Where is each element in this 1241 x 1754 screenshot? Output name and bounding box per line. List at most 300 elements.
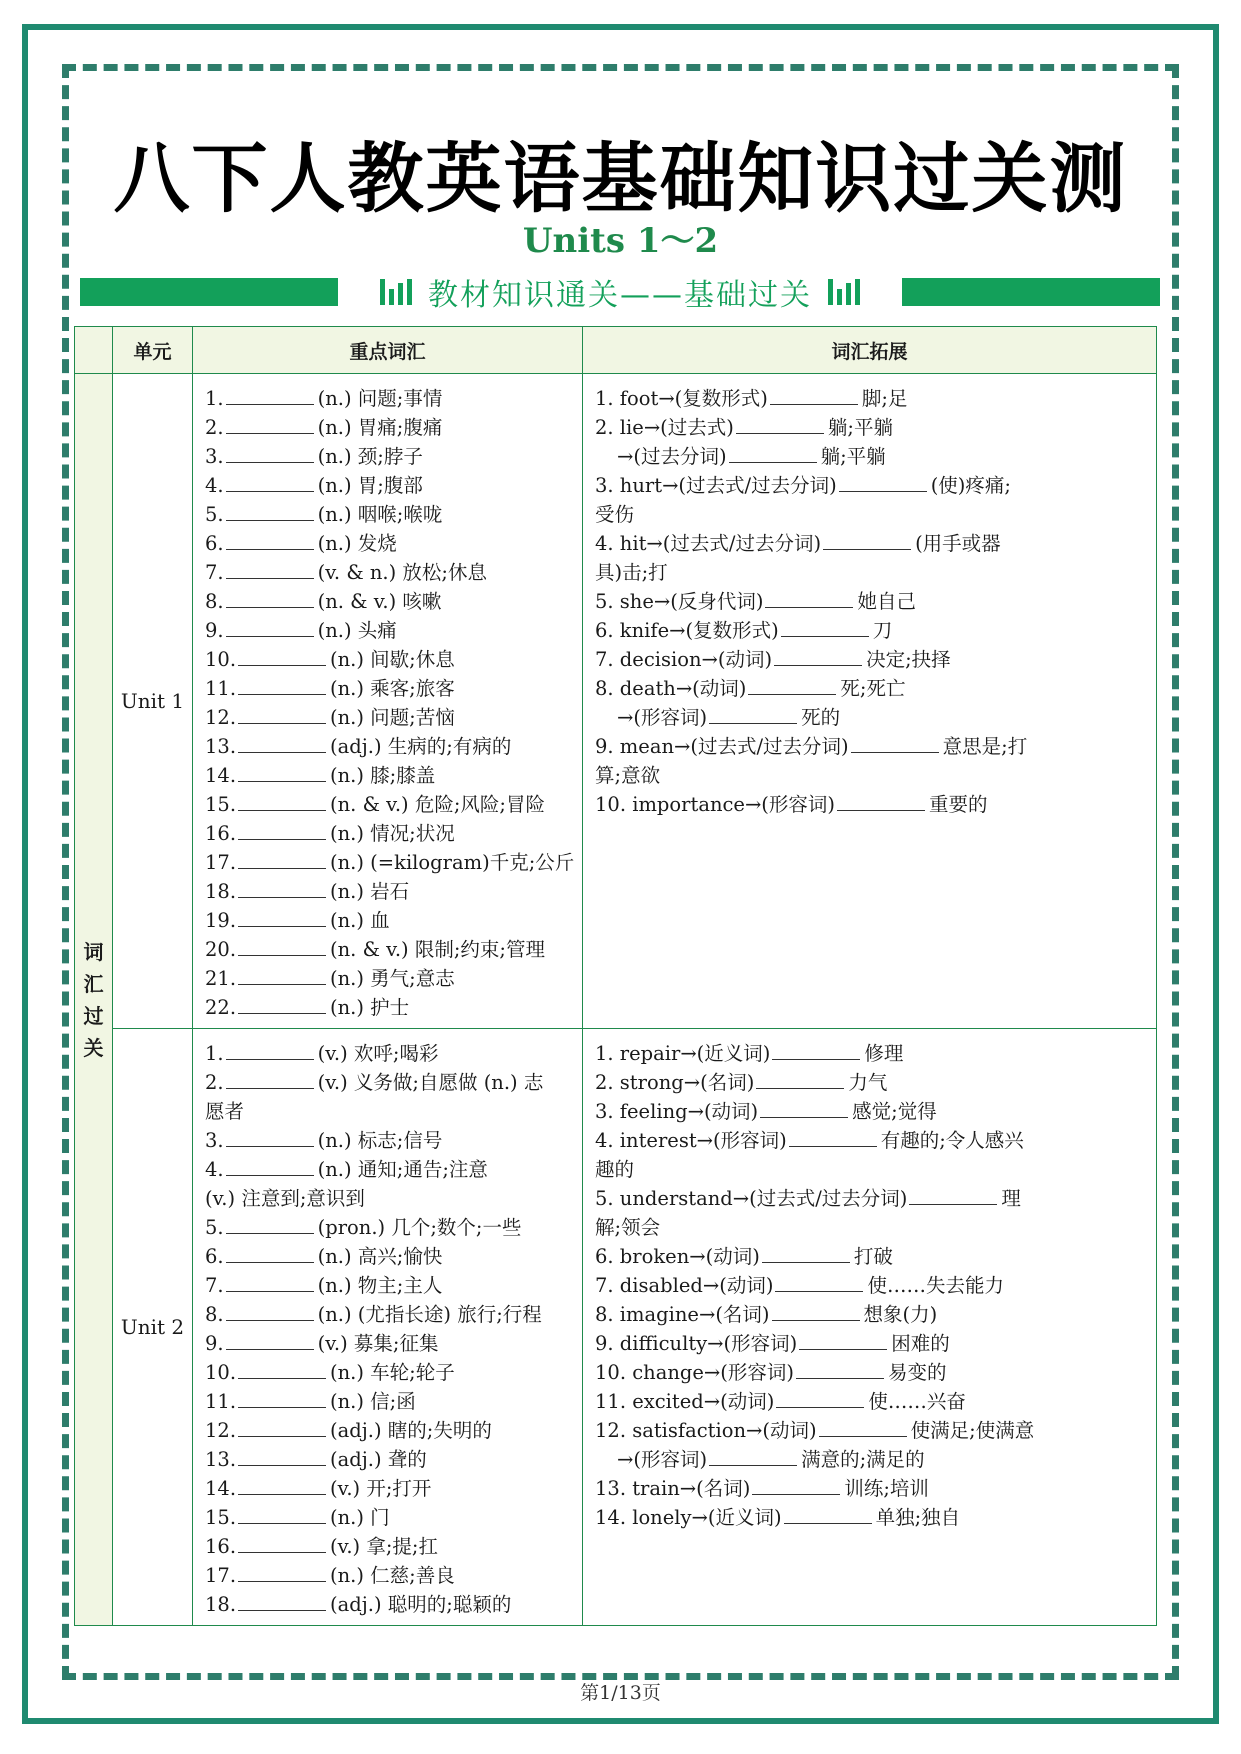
vocab-row (205, 1358, 574, 1387)
expansion-row (595, 529, 1148, 558)
expansion-prompt: 4. interest→(形容词) (595, 1129, 787, 1152)
vocab-row (205, 819, 574, 848)
unit-1-expansion (583, 374, 1157, 1029)
item-number: 10. (205, 648, 237, 671)
expansion-row (595, 500, 1148, 529)
vocab-row (205, 645, 574, 674)
answer-blank[interactable] (238, 704, 326, 724)
expansion-continuation: 解;领会 (595, 1216, 661, 1239)
item-definition: (adj.) 聋的 (330, 1448, 427, 1471)
answer-blank[interactable] (851, 733, 939, 753)
item-definition: (n.) 发烧 (317, 532, 397, 555)
expansion-prompt: →(形容词) (617, 1448, 708, 1471)
answer-blank[interactable] (226, 501, 314, 521)
answer-blank[interactable] (781, 617, 869, 637)
vocab-row (205, 1126, 574, 1155)
answer-blank[interactable] (909, 1185, 997, 1205)
bars-icon (828, 279, 860, 305)
vocab-row (205, 529, 574, 558)
expansion-meaning: 使……失去能力 (867, 1274, 1004, 1297)
answer-blank[interactable] (748, 675, 836, 695)
item-definition: (n.) 问题;苦恼 (330, 706, 455, 729)
answer-blank[interactable] (226, 1272, 314, 1292)
vocab-table (74, 326, 1157, 1626)
answer-blank[interactable] (226, 559, 314, 579)
expansion-row (595, 1184, 1148, 1213)
expansion-prompt: 2. lie→(过去式) (595, 416, 734, 439)
vocab-row (205, 587, 574, 616)
answer-blank[interactable] (796, 1359, 884, 1379)
item-definition: (n.) 高兴;愉快 (317, 1245, 443, 1268)
answer-blank[interactable] (226, 1243, 314, 1263)
item-number: 3. (205, 445, 224, 468)
answer-blank[interactable] (238, 907, 326, 927)
expansion-meaning: 决定;抉择 (866, 648, 951, 671)
item-definition: (n.) 标志;信号 (317, 1129, 443, 1152)
vocab-row (205, 761, 574, 790)
answer-blank[interactable] (729, 443, 817, 463)
item-number: 15. (205, 1506, 237, 1529)
item-number: 5. (205, 503, 224, 526)
unit-2-expansion (583, 1029, 1157, 1626)
answer-blank[interactable] (772, 1301, 860, 1321)
expansion-prompt: 7. disabled→(动词) (595, 1274, 774, 1297)
item-number: 4. (205, 1158, 224, 1181)
unit-1-key-vocab (193, 374, 583, 1029)
vocab-row (205, 703, 574, 732)
answer-blank[interactable] (238, 1388, 326, 1408)
vocab-row (205, 1068, 574, 1097)
section-bar-right (902, 278, 1160, 306)
item-number: 15. (205, 793, 237, 816)
answer-blank[interactable] (238, 762, 326, 782)
answer-blank[interactable] (238, 994, 326, 1014)
answer-blank[interactable] (238, 1417, 326, 1437)
answer-blank[interactable] (770, 385, 858, 405)
side-label: 词汇过关 (83, 939, 104, 1060)
item-number: 12. (205, 1419, 237, 1442)
expansion-meaning: 使满足;使满意 (910, 1419, 1035, 1442)
vocab-row (205, 1039, 574, 1068)
vocab-row (205, 500, 574, 529)
expansion-prompt: 1. foot→(复数形式) (595, 387, 768, 410)
answer-blank[interactable] (238, 849, 326, 869)
expansion-meaning: 训练;培训 (844, 1477, 929, 1500)
page-title: 八下人教英语基础知识过关测 (113, 134, 1128, 223)
expansion-row (595, 1445, 1148, 1474)
item-definition: (n.) 仁慈;善良 (330, 1564, 455, 1587)
vocab-row (205, 1387, 574, 1416)
item-number: 11. (205, 1390, 237, 1413)
expansion-prompt: →(形容词) (617, 706, 708, 729)
units-subtitle: Units 1～2 (522, 221, 719, 261)
item-definition: (n.) 情况;状况 (330, 822, 455, 845)
answer-blank[interactable] (823, 530, 911, 550)
item-definition: (n.) 信;函 (330, 1390, 416, 1413)
item-definition: (n.) 勇气;意志 (330, 967, 455, 990)
page-footer: 第1/13页 (580, 1682, 661, 1704)
answer-blank[interactable] (789, 1127, 877, 1147)
item-definition: (n.) 胃痛;腹痛 (317, 416, 443, 439)
item-number: 1. (205, 1042, 224, 1065)
expansion-row (595, 1474, 1148, 1503)
expansion-row (595, 558, 1148, 587)
item-definition: (n.) 乘客;旅客 (330, 677, 455, 700)
item-definition: (n.) 膝;膝盖 (330, 764, 436, 787)
expansion-row (595, 1271, 1148, 1300)
answer-blank[interactable] (226, 1301, 314, 1321)
expansion-meaning: 躺;平躺 (827, 416, 893, 439)
item-number: 7. (205, 561, 224, 584)
item-number: 2. (205, 416, 224, 439)
item-number: 13. (205, 1448, 237, 1471)
expansion-prompt: 9. mean→(过去式/过去分词) (595, 735, 849, 758)
answer-blank[interactable] (709, 1446, 797, 1466)
expansion-meaning: 躺;平躺 (820, 445, 886, 468)
expansion-row (595, 674, 1148, 703)
expansion-meaning: 修理 (864, 1042, 904, 1065)
item-number: 7. (205, 1274, 224, 1297)
item-definition: (adj.) 聪明的;聪颖的 (330, 1593, 512, 1616)
expansion-row (595, 1329, 1148, 1358)
item-number: 6. (205, 1245, 224, 1268)
expansion-meaning: (用手或器 (915, 532, 1001, 555)
header-unit: 单元 (113, 327, 193, 374)
item-definition: (v.) 募集;征集 (317, 1332, 439, 1355)
expansion-prompt: 2. strong→(名词) (595, 1071, 755, 1094)
answer-blank[interactable] (238, 791, 326, 811)
expansion-meaning: 困难的 (891, 1332, 950, 1355)
vocab-row (205, 848, 574, 877)
expansion-prompt: 14. lonely→(近义词) (595, 1506, 782, 1529)
vocab-row (205, 906, 574, 935)
vocab-row (205, 1097, 574, 1126)
expansion-row (595, 1358, 1148, 1387)
expansion-prompt: 13. train→(名词) (595, 1477, 751, 1500)
answer-blank[interactable] (226, 472, 314, 492)
answer-blank[interactable] (772, 1040, 860, 1060)
answer-blank[interactable] (238, 1562, 326, 1582)
expansion-prompt: 5. she→(反身代词) (595, 590, 764, 613)
expansion-row (595, 1387, 1148, 1416)
item-definition: (v.) 拿;提;扛 (330, 1535, 438, 1558)
item-number: 8. (205, 590, 224, 613)
vocab-row (205, 1329, 574, 1358)
expansion-meaning: 重要的 (929, 793, 988, 816)
vocab-row (205, 1445, 574, 1474)
expansion-row (595, 761, 1148, 790)
vocab-row (205, 616, 574, 645)
answer-blank[interactable] (238, 1504, 326, 1524)
expansion-meaning: 满意的;满足的 (801, 1448, 925, 1471)
vocab-row (205, 993, 574, 1022)
item-definition: (adj.) 生病的;有病的 (330, 735, 512, 758)
expansion-row (595, 471, 1148, 500)
expansion-row (595, 1126, 1148, 1155)
expansion-row (595, 645, 1148, 674)
answer-blank[interactable] (238, 1359, 326, 1379)
item-number: 8. (205, 1303, 224, 1326)
expansion-meaning: 易变的 (887, 1361, 947, 1384)
expansion-row (595, 1242, 1148, 1271)
item-number: 19. (205, 909, 237, 932)
vocab-row (205, 1590, 574, 1619)
vocab-row (205, 1242, 574, 1271)
vocab-row (205, 790, 574, 819)
answer-blank[interactable] (238, 733, 326, 753)
expansion-prompt: 3. feeling→(动词) (595, 1100, 759, 1123)
section-bar-left (80, 278, 338, 306)
expansion-meaning: 想象(力) (863, 1303, 938, 1326)
expansion-row (595, 1039, 1148, 1068)
expansion-prompt: 12. satisfaction→(动词) (595, 1419, 817, 1442)
vocab-row (205, 1213, 574, 1242)
item-number: 4. (205, 474, 224, 497)
answer-blank[interactable] (756, 1069, 844, 1089)
answer-blank[interactable] (839, 472, 927, 492)
item-number: 16. (205, 822, 237, 845)
item-definition: 愿者 (205, 1100, 245, 1123)
item-number: 16. (205, 1535, 237, 1558)
expansion-continuation: 受伤 (595, 503, 635, 526)
answer-blank[interactable] (784, 1504, 872, 1524)
expansion-row (595, 1416, 1148, 1445)
expansion-row (595, 587, 1148, 616)
answer-blank[interactable] (238, 1533, 326, 1553)
item-definition: (n.) 颈;脖子 (317, 445, 423, 468)
item-definition: (n.) 间歇;休息 (330, 648, 455, 671)
item-number: 5. (205, 1216, 224, 1239)
answer-blank[interactable] (775, 1272, 863, 1292)
item-definition: (n.) 血 (330, 909, 390, 932)
answer-blank[interactable] (226, 1127, 314, 1147)
expansion-prompt: 8. imagine→(名词) (595, 1303, 770, 1326)
item-number: 18. (205, 1593, 237, 1616)
expansion-row (595, 1068, 1148, 1097)
item-number: 21. (205, 967, 237, 990)
answer-blank[interactable] (760, 1098, 848, 1118)
expansion-prompt: 7. decision→(动词) (595, 648, 773, 671)
expansion-meaning: 单独;独自 (875, 1506, 961, 1529)
vocab-row (205, 1503, 574, 1532)
expansion-meaning: 刀 (872, 619, 893, 642)
side-label-cell (75, 374, 113, 1626)
item-definition: (v.) 欢呼;喝彩 (317, 1042, 439, 1065)
expansion-meaning: 力气 (848, 1071, 888, 1094)
item-number: 17. (205, 1564, 237, 1587)
expansion-row (595, 1213, 1148, 1242)
expansion-meaning: (使)疼痛; (930, 474, 1011, 497)
unit-name: Unit 2 (113, 1029, 193, 1626)
answer-blank[interactable] (774, 646, 862, 666)
expansion-meaning: 死;死亡 (840, 677, 906, 700)
answer-blank[interactable] (226, 1156, 314, 1176)
answer-blank[interactable] (226, 588, 314, 608)
expansion-prompt: 6. knife→(复数形式) (595, 619, 779, 642)
expansion-meaning: 死的 (801, 706, 841, 729)
answer-blank[interactable] (238, 1591, 326, 1611)
expansion-row (595, 442, 1148, 471)
item-number: 3. (205, 1129, 224, 1152)
item-definition: (v.) 注意到;意识到 (205, 1187, 365, 1210)
expansion-prompt: 9. difficulty→(形容词) (595, 1332, 798, 1355)
item-definition: (n.) (尤指长途) 旅行;行程 (317, 1303, 542, 1326)
item-number: 13. (205, 735, 237, 758)
vocab-row (205, 413, 574, 442)
vocab-row (205, 1416, 574, 1445)
vocab-row (205, 1561, 574, 1590)
bars-icon (380, 279, 412, 305)
expansion-prompt: 3. hurt→(过去式/过去分词) (595, 474, 837, 497)
answer-blank[interactable] (226, 617, 314, 637)
unit-name: Unit 1 (113, 374, 193, 1029)
item-definition: (n.) 头痛 (317, 619, 397, 642)
item-definition: (n.) 问题;事情 (317, 387, 443, 410)
vocab-row (205, 732, 574, 761)
answer-blank[interactable] (819, 1417, 907, 1437)
vocab-row (205, 1271, 574, 1300)
expansion-prompt: 11. excited→(动词) (595, 1390, 775, 1413)
answer-blank[interactable] (226, 1040, 314, 1060)
item-number: 11. (205, 677, 237, 700)
answer-blank[interactable] (226, 1330, 314, 1350)
expansion-prompt: 10. importance→(形容词) (595, 793, 836, 816)
item-definition: (n.) 通知;通告;注意 (317, 1158, 488, 1181)
answer-blank[interactable] (226, 385, 314, 405)
vocab-row (205, 384, 574, 413)
vocab-row (205, 471, 574, 500)
expansion-prompt: 5. understand→(过去式/过去分词) (595, 1187, 908, 1210)
answer-blank[interactable] (238, 1446, 326, 1466)
expansion-row (595, 732, 1148, 761)
item-number: 18. (205, 880, 237, 903)
expansion-prompt: 4. hit→(过去式/过去分词) (595, 532, 822, 555)
item-number: 17. (205, 851, 237, 874)
expansion-row (595, 1300, 1148, 1329)
expansion-row (595, 703, 1148, 732)
vocab-row (205, 674, 574, 703)
answer-blank[interactable] (238, 1475, 326, 1495)
expansion-row (595, 616, 1148, 645)
expansion-meaning: 她自己 (857, 590, 916, 613)
vocab-row (205, 877, 574, 906)
item-definition: (adj.) 瞎的;失明的 (330, 1419, 492, 1442)
expansion-meaning: 有趣的;令人感兴 (880, 1129, 1024, 1152)
expansion-prompt: 1. repair→(近义词) (595, 1042, 771, 1065)
vocab-row (205, 442, 574, 471)
answer-blank[interactable] (752, 1475, 840, 1495)
item-number: 1. (205, 387, 224, 410)
expansion-continuation: 趣的 (595, 1158, 635, 1181)
item-definition: (n.) 咽喉;喉咙 (317, 503, 443, 526)
answer-blank[interactable] (765, 588, 853, 608)
expansion-meaning: 脚;足 (861, 387, 908, 410)
item-definition: (n.) 护士 (330, 996, 410, 1019)
answer-blank[interactable] (238, 965, 326, 985)
answer-blank[interactable] (226, 414, 314, 434)
answer-blank[interactable] (238, 878, 326, 898)
answer-blank[interactable] (226, 1069, 314, 1089)
answer-blank[interactable] (238, 936, 326, 956)
expansion-prompt: 6. broken→(动词) (595, 1245, 760, 1268)
item-number: 10. (205, 1361, 237, 1384)
vocab-row (205, 558, 574, 587)
item-number: 9. (205, 1332, 224, 1355)
item-definition: (n. & v.) 咳嗽 (317, 590, 442, 613)
section-heading-text: 教材知识通关——基础过关 (428, 278, 812, 313)
expansion-meaning: 感觉;觉得 (852, 1100, 937, 1123)
expansion-continuation: 具)击;打 (595, 561, 668, 584)
item-number: 12. (205, 706, 237, 729)
expansion-row (595, 1503, 1148, 1532)
item-definition: (n.) 胃;腹部 (317, 474, 423, 497)
item-definition: (n. & v.) 限制;约束;管理 (330, 938, 545, 961)
vocab-row (205, 1184, 574, 1213)
item-definition: (n.) 岩石 (330, 880, 410, 903)
expansion-meaning: 打破 (853, 1245, 893, 1268)
item-definition: (n.) (=kilogram)千克;公斤 (330, 851, 574, 874)
expansion-meaning: 使……兴奋 (868, 1390, 966, 1413)
unit-2-key-vocab (193, 1029, 583, 1626)
header-expansion: 词汇拓展 (583, 327, 1157, 374)
item-definition: (n.) 车轮;轮子 (330, 1361, 455, 1384)
item-number: 20. (205, 938, 237, 961)
expansion-row (595, 413, 1148, 442)
item-definition: (n.) 门 (330, 1506, 390, 1529)
answer-blank[interactable] (238, 820, 326, 840)
item-definition: (v.) 义务做;自愿做 (n.) 志 (317, 1071, 544, 1094)
answer-blank[interactable] (799, 1330, 887, 1350)
item-definition: (v. & n.) 放松;休息 (317, 561, 488, 584)
expansion-row (595, 384, 1148, 413)
expansion-continuation: 算;意欲 (595, 764, 661, 787)
section-heading (338, 268, 902, 316)
answer-blank[interactable] (776, 1388, 864, 1408)
answer-blank[interactable] (226, 530, 314, 550)
vocab-row (205, 1155, 574, 1184)
item-definition: (v.) 开;打开 (330, 1477, 432, 1500)
answer-blank[interactable] (762, 1243, 850, 1263)
item-number: 2. (205, 1071, 224, 1094)
vocab-row (205, 964, 574, 993)
item-number: 22. (205, 996, 237, 1019)
answer-blank[interactable] (226, 443, 314, 463)
answer-blank[interactable] (736, 414, 824, 434)
item-number: 14. (205, 764, 237, 787)
answer-blank[interactable] (238, 646, 326, 666)
item-number: 9. (205, 619, 224, 642)
expansion-row (595, 1097, 1148, 1126)
expansion-meaning: 意思是;打 (942, 735, 1028, 758)
vocab-row (205, 1300, 574, 1329)
expansion-prompt: →(过去分词) (617, 445, 727, 468)
vocab-row (205, 935, 574, 964)
header-key-vocab: 重点词汇 (193, 327, 583, 374)
expansion-row (595, 1155, 1148, 1184)
answer-blank[interactable] (837, 791, 925, 811)
vocab-row (205, 1532, 574, 1561)
corner-cell (75, 327, 113, 374)
vocab-row (205, 1474, 574, 1503)
expansion-meaning: 理 (1001, 1187, 1021, 1210)
answer-blank[interactable] (226, 1214, 314, 1234)
answer-blank[interactable] (238, 675, 326, 695)
item-definition: (n. & v.) 危险;风险;冒险 (330, 793, 545, 816)
expansion-row (595, 790, 1148, 819)
item-number: 14. (205, 1477, 237, 1500)
item-definition: (pron.) 几个;数个;一些 (317, 1216, 522, 1239)
answer-blank[interactable] (709, 704, 797, 724)
